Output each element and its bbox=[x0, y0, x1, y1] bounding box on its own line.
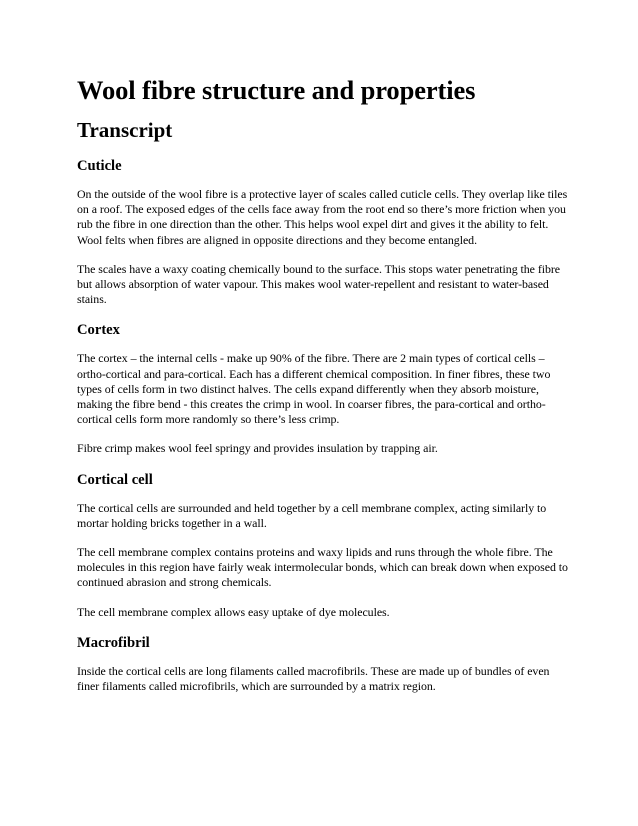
section-cuticle bbox=[77, 157, 568, 307]
paragraph: On the outside of the wool fibre is a protective layer of scales called cuticle cells. They overlap like tiles on a roof. The exposed edges of the cells face away from the root end so there’s more friction when you rub the fibre in one direction than the other. This helps wool expel dirt and gives it the ability to felt. Wool felts when fibres are aligned in opposite directions and they become entangled. bbox=[77, 187, 568, 247]
section-cortex bbox=[77, 321, 568, 456]
section-macrofibril bbox=[77, 634, 568, 694]
paragraph: The cortex – the internal cells - make up 90% of the fibre. There are 2 main types of cortical cells – ortho-cortical and para-cortical. Each has a different chemical composition. In finer fibres, these two types of cells form in two distinct halves. The cells expand differently when they absorb moisture, making the fibre bend - this creates the crimp in wool. In coarser fibres, the para-cortical and ortho-cortical cells form more randomly so there’s less crimp. bbox=[77, 351, 551, 427]
page-title: Wool fibre structure and properties bbox=[77, 75, 476, 105]
paragraph: The cell membrane complex allows easy uptake of dye molecules. bbox=[77, 604, 390, 619]
paragraph: The scales have a waxy coating chemically bound to the surface. This stops water penetrating the fibre but allows absorption of water vapour. This makes wool water-repellent and resistant to water-based stains. bbox=[77, 261, 561, 307]
paragraph: Inside the cortical cells are long filaments called macrofibrils. These are made up of bundles of even finer filaments called microfibrils, which are surrounded by a matrix region. bbox=[77, 663, 550, 694]
section-cortical-cell bbox=[77, 471, 568, 620]
section-heading: Macrofibril bbox=[77, 634, 150, 651]
paragraph: The cortical cells are surrounded and held together by a cell membrane complex, acting similarly to mortar holding bricks together in a wall. bbox=[77, 500, 547, 530]
section-heading: Cortical cell bbox=[77, 471, 153, 488]
page-subtitle: Transcript bbox=[77, 118, 173, 142]
paragraph: Fibre crimp makes wool feel springy and provides insulation by trapping air. bbox=[77, 441, 438, 456]
paragraph: The cell membrane complex contains proteins and waxy lipids and runs through the whole fibre. The molecules in this region have fairly weak intermolecular bonds, which can break down when exposed to continued abrasion and strong chemicals. bbox=[77, 545, 568, 590]
section-heading: Cortex bbox=[77, 322, 120, 339]
section-heading: Cuticle bbox=[77, 158, 122, 174]
